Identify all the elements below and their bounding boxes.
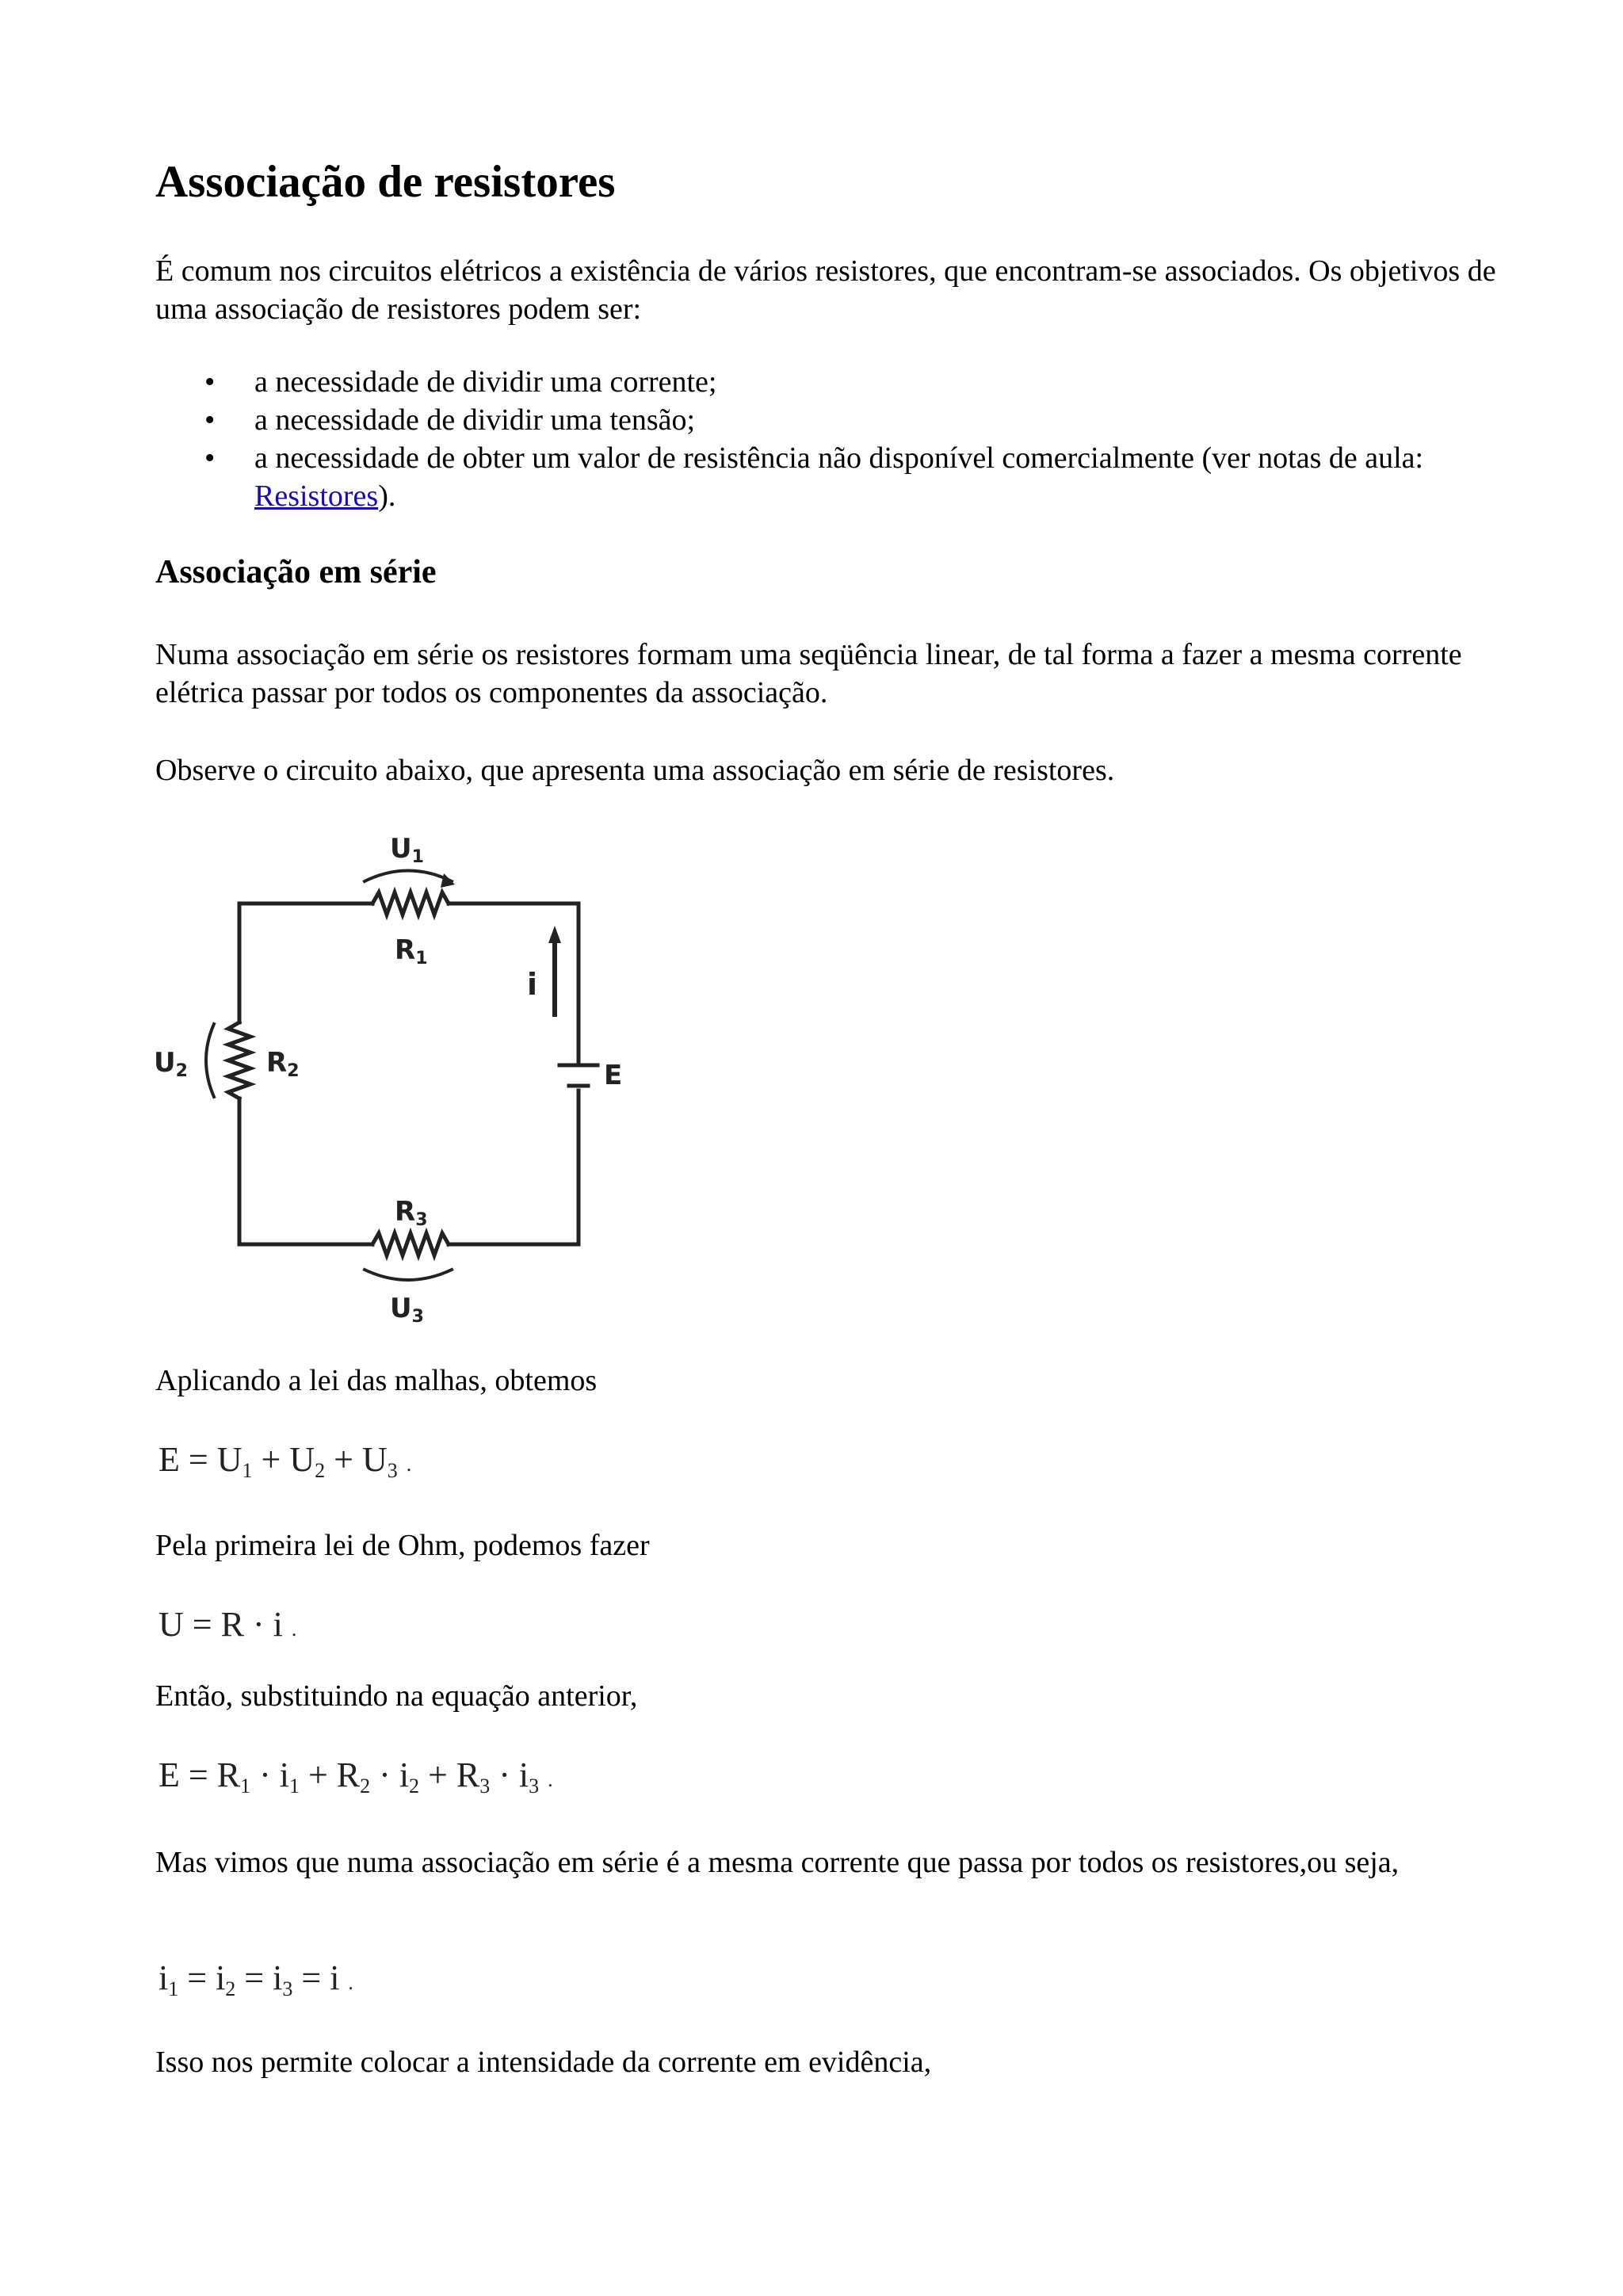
resistores-link[interactable]: Resistores	[254, 479, 379, 513]
series-circuit-diagram	[151, 816, 626, 1331]
equation-ohm: U = R · i .	[158, 1605, 297, 1644]
u1-label: U1	[390, 833, 424, 867]
r3-label: R3	[395, 1196, 428, 1230]
observe-paragraph: Observe o circuito abaixo, que apresenta uma associação em série de resistores.	[155, 754, 1115, 787]
same-current-paragraph: Mas vimos que numa associação em série é a mesma corrente que passa por todos os resistores,ou seja,	[155, 1846, 1400, 1879]
u2-arc	[206, 1024, 214, 1097]
current-arrowhead	[548, 926, 561, 943]
serie-paragraph: Numa associação em série os resistores formam uma seqüência linear, de tal forma a fazer a mesma corrente elétrica passar por todos os componentes da associação.	[155, 638, 1462, 709]
equation-kirchhoff: $E = U_1 + U_2 + U_3$ .	[158, 1440, 412, 1482]
list-item: • a necessidade de obter um valor de resistência não disponível comercialmente (ver notas de aula: Resistores).	[155, 439, 1503, 515]
list-item: • a necessidade de dividir uma corrente;	[155, 363, 1503, 401]
u3-arc	[365, 1270, 452, 1280]
e-label: E	[604, 1060, 623, 1091]
current-label: i	[527, 967, 538, 1002]
u2-label: U2	[154, 1047, 188, 1081]
intro-paragraph: É comum nos circuitos elétricos a existência de vários resistores, que encontram-se associados. Os objetivos de uma associação de resistores podem ser:	[155, 254, 1496, 326]
r2-label: R2	[266, 1047, 300, 1081]
u3-label: U3	[390, 1293, 424, 1327]
equation-currents: $i_1 = i_2 = i_3 = i$ .	[158, 1958, 353, 2000]
malhas-paragraph: Aplicando a lei das malhas, obtemos	[155, 1364, 598, 1397]
resistor-r1	[372, 892, 449, 915]
equation-substituted: $E = R_1 \cdot i_1 + R_2 \cdot i_2 + R_3 \cdot i_3$ .	[158, 1755, 553, 1797]
section-title: Associação em série	[155, 554, 437, 590]
objectives-list	[155, 363, 1503, 515]
substitution-paragraph: Então, substituindo na equação anterior,	[155, 1679, 638, 1713]
resistor-r2	[228, 1022, 250, 1098]
ohm-paragraph: Pela primeira lei de Ohm, podemos fazer	[155, 1529, 650, 1562]
evidence-paragraph: Isso nos permite colocar a intensidade da corrente em evidência,	[155, 2046, 932, 2079]
u1-arc	[365, 871, 452, 882]
r1-label: R1	[395, 934, 428, 968]
resistor-r3	[372, 1233, 449, 1255]
list-item: • a necessidade de dividir uma tensão;	[155, 401, 1503, 439]
page-title: Associação de resistores	[155, 157, 616, 207]
